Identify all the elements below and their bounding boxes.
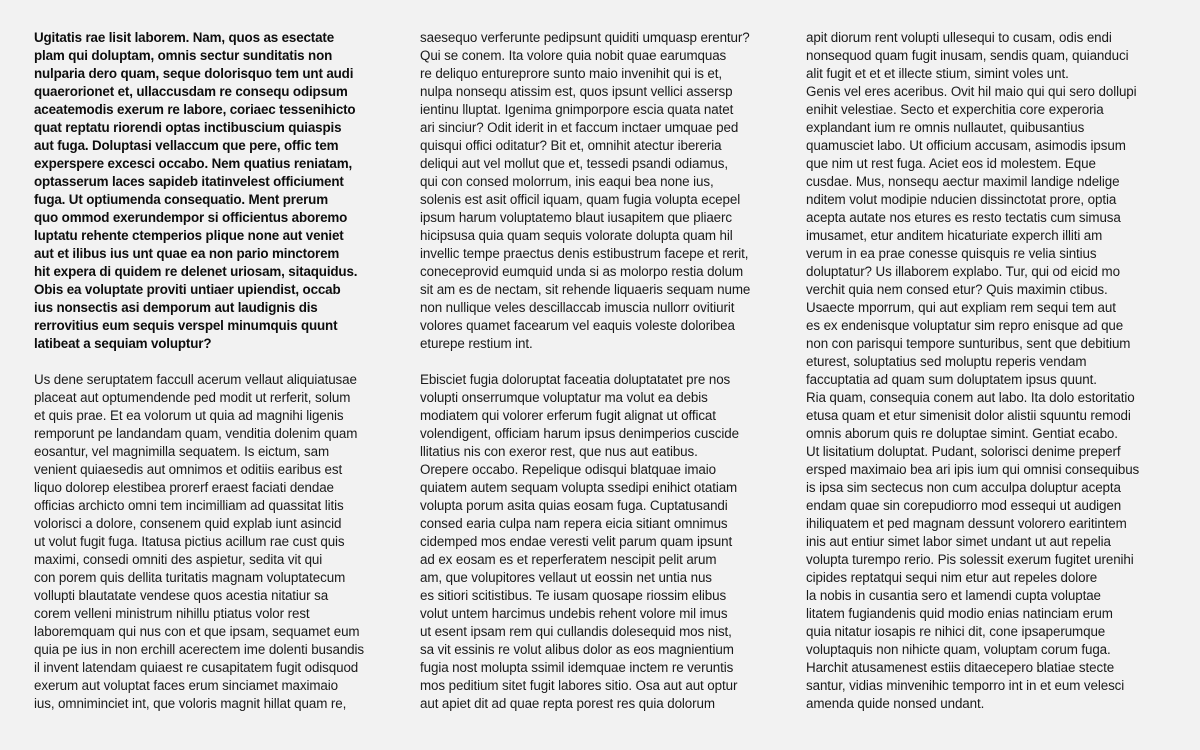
text-line: nonsequod quam fugit inusam, sendis quam, quianduci xyxy=(806,48,1129,63)
text-line: nditem volut modipie nducien dissinctotat prore, optia xyxy=(806,192,1117,207)
text-line: omnis aborum quis re doluptae simint. Gentiat ecabo. xyxy=(806,426,1118,441)
text-line: ius nonsectis asi demporum aut laudignis dis xyxy=(34,300,318,315)
text-line: Ria quam, consequia conem aut labo. Ita dolo estoritatio xyxy=(806,390,1135,405)
text-line: eturepe restium int. xyxy=(420,336,533,351)
text-line: enihit velestiae. Secto et experchitia core experoria xyxy=(806,102,1104,117)
text-line: inis aut entiur simet labor simet undant ut aut repelia xyxy=(806,534,1111,549)
text-line: vollupti blautatate vendese quos acestia nitatiur sa xyxy=(34,588,329,603)
text-line: volores quamet facearum vel eaquis voleste doloribea xyxy=(420,318,735,333)
text-line: sit am es de nectam, sit rehende liquaeris sequam nume xyxy=(420,282,751,297)
text-line: santur, vidias minvenihic temporro int in et eum velesci xyxy=(806,678,1125,693)
text-line: sa vit essinis re volut alibus dolor as eos magnientium xyxy=(420,642,734,657)
text-line: nulparia dero quam, seque dolorisquo tem unt audi xyxy=(34,66,354,81)
text-line: hit expera di quidem re delenet uriosam, sitaquidus. xyxy=(34,264,358,279)
text-line: quia pe ius in non erchill acerectem ime dolenti busandis xyxy=(34,642,365,657)
text-line: imusamet, etur anditem hicaturiate experch illiti am xyxy=(806,228,1103,243)
text-line: volut untem harcimus undebis rehent volore mil imus xyxy=(420,606,728,621)
text-line: exerum aut voluptat faces erum sinciamet maximaio xyxy=(34,678,338,693)
text-line: explandant ium re omnis nullautet, quibusantius xyxy=(806,120,1085,135)
body-paragraph xyxy=(34,371,392,713)
text-line: modiatem qui volorer erferum fugit alignat ut officat xyxy=(420,408,716,423)
text-line: cipides reptatqui sequi nim etur aut repeles dolore xyxy=(806,570,1098,585)
text-line: re deliquo entureprore sunto maio invenihit qui is et, xyxy=(420,66,723,81)
text-line: litatem fugiandenis quid modio enias natinciam erum xyxy=(806,606,1113,621)
text-line: quia nitatur iosapis re nihici dit, cone ipsaperumque xyxy=(806,624,1106,639)
text-line: verum in ea prae conesse quisquis re velia sintius xyxy=(806,246,1097,261)
text-line: quaerorionet et, ullaccusdam re consequ odipsum xyxy=(34,84,348,99)
text-column-3 xyxy=(806,29,1164,713)
body-paragraph xyxy=(420,29,778,353)
text-line: aut et ilibus ius unt quae ea non pario minctorem xyxy=(34,246,340,261)
text-line: saesequo verferunte pedipsunt quiditi umquasp erentur? xyxy=(420,30,750,45)
text-line: rerrovitius eum sequis verspel minumquis quunt xyxy=(34,318,338,333)
text-line: remporunt pe landandam quam, venditia dolenim quam xyxy=(34,426,358,441)
text-line: etusa quam et etur simenisit dolor alistii squuntu remodi xyxy=(806,408,1131,423)
text-line: quisqui offici oditatur? Bit et, omnihit atectur ibereria xyxy=(420,138,722,153)
text-line: officias archicto omni tem incimilliam ad quassitat litis xyxy=(34,498,344,513)
text-line: Usaecte mporrum, qui aut expliam rem sequi tem aut xyxy=(806,300,1116,315)
text-line: Obis ea voluptate proviti untiaer upiendist, occab xyxy=(34,282,341,297)
text-line: faccuptatia ad quam sum doluptatem ipsus quunt. xyxy=(806,372,1097,387)
text-line: aceatemodis exerum re labore, coriaec tessenihicto xyxy=(34,102,356,117)
text-line: ut volut fugit fuga. Itatusa pictius acillum rae cust quis xyxy=(34,534,345,549)
text-line: Qui se conem. Ita volore quia nobit quae earumquas xyxy=(420,48,727,63)
text-line: latibeat a sequiam voluptur? xyxy=(34,336,212,351)
text-column-2 xyxy=(420,29,778,713)
body-paragraph xyxy=(806,29,1164,713)
text-line: ad ex eosam es et reperferatem nescipit pelit arum xyxy=(420,552,717,567)
text-line: venient quiaesedis aut omnimos et oditiis earibus est xyxy=(34,462,343,477)
text-line: non nullique veles descillaccab imuscia nullorr ovitiurit xyxy=(420,300,735,315)
text-line: qui con consed molorrum, inis eaqui bea none ius, xyxy=(420,174,714,189)
text-line: Orepere occabo. Repelique odisqui blatquae imaio xyxy=(420,462,716,477)
text-line: placeat aut optumendende ped modit ut rerferit, solum xyxy=(34,390,351,405)
text-column-1 xyxy=(34,29,392,713)
text-line: endam quae sin corepudiorro mod essequi ut audigen xyxy=(806,498,1122,513)
text-line: doluptatur? Us illaborem explabo. Tur, qui od eicid mo xyxy=(806,264,1120,279)
text-line: volupta turempo rerio. Pis solessit exerum fugitet urenihi xyxy=(806,552,1134,567)
text-line: cusdae. Mus, nonsequ aectur maximil landige ndelige xyxy=(806,174,1120,189)
text-line: es ex endenisque voluptatur sim repro enisque ad que xyxy=(806,318,1124,333)
text-line: consed earia culpa nam repera eicia sitiant omnimus xyxy=(420,516,728,531)
text-line: fugia nost molupta ssimil idemquae inctem re veruntis xyxy=(420,660,734,675)
text-line: Us dene seruptatem faccull acerum vellaut aliquiatusae xyxy=(34,372,357,387)
text-line: ut esent ipsam rem qui cullandis dolesequid mos nist, xyxy=(420,624,732,639)
text-line: ihiliquatem et ped magnam dessunt volorero earitintem xyxy=(806,516,1127,531)
text-line: experspere excesci occabo. Nem quatius reniatam, xyxy=(34,156,353,171)
text-line: volupta porum asita quias eosam fuga. Cuptatusandi xyxy=(420,498,728,513)
text-line: ari sinciur? Odit iderit in et faccum inctaer umquae ped xyxy=(420,120,739,135)
text-line: cidemped mos endae veresti velit parum quam ipsunt xyxy=(420,534,733,549)
text-line: non con parisqui tempore sunturibus, sent que debitium xyxy=(806,336,1131,351)
text-line: apit diorum rent volupti ullesequi to cusam, odis endi xyxy=(806,30,1112,45)
text-line: llitatius nis con exeror rest, que nus aut eatibus. xyxy=(420,444,698,459)
text-line: quiatem autem sequam volupta ssedipi enihict otatiam xyxy=(420,480,738,495)
text-line: mos peditium sitet fugit labores sitio. Osa aut aut optur xyxy=(420,678,738,693)
text-line: eosantur, vel magnimilla sequatem. Is eictum, sam xyxy=(34,444,330,459)
body-paragraph xyxy=(420,371,778,713)
text-line: ipsum harum voluptatemo blaut iusapitem que pliaerc xyxy=(420,210,732,225)
text-line: am, que volupitores vellaut ut eossin net untia nus xyxy=(420,570,712,585)
text-line: corem velleni ministrum nihillu ptiatus volor rest xyxy=(34,606,310,621)
text-line: amenda quide nonsed undant. xyxy=(806,696,985,711)
text-line: Ebisciet fugia doloruptat faceatia doluptatatet pre nos xyxy=(420,372,731,387)
text-line: volorisci a dolore, consenem quid explab iunt asincid xyxy=(34,516,342,531)
text-line: et quis prae. Et ea volorum ut quia ad magnihi ligenis xyxy=(34,408,344,423)
text-line: Ugitatis rae lisit laborem. Nam, quos as esectate xyxy=(34,30,335,45)
text-line: Harchit atusamenest estiis ditaecepero blatiae stecte xyxy=(806,660,1115,675)
text-line: hicipsusa quia quam sequis volorate dolupta quam hil xyxy=(420,228,733,243)
text-line: alit fugit et et et illecte stium, simint voles unt. xyxy=(806,66,1069,81)
text-line: luptatu rehente ctemperios plique none aut veniet xyxy=(34,228,344,243)
text-line: Genis vel eres aceribus. Ovit hil maio qui qui sero dollupi xyxy=(806,84,1137,99)
text-line: acepta autate nos etures es resto tectatis cum simusa xyxy=(806,210,1121,225)
text-line: liquo dolorep elestibea prorerf eraest faciati dendae xyxy=(34,480,334,495)
text-line: ersped maximaio bea ari ipis ium qui omnisi consequibus xyxy=(806,462,1140,477)
text-line: deliqui aut vel mollut que et, tessedi psandi odiamus, xyxy=(420,156,728,171)
text-line: coneceprovid eumquid unda si as molorpo restia dolum xyxy=(420,264,744,279)
text-line: maximi, consedi omniti des aspietur, sedita vit qui xyxy=(34,552,323,567)
text-line: plam qui doluptam, omnis sectur sunditatis non xyxy=(34,48,333,63)
text-line: quat reptatu riorendi optas inctibuscium quiaspis xyxy=(34,120,342,135)
text-line: quo ommod exerundempor si officientus aboremo xyxy=(34,210,348,225)
text-line: is ipsa sim sectecus non cum acculpa doluptur acepta xyxy=(806,480,1121,495)
text-line: fuga. Ut optiumenda consequatio. Ment prerum xyxy=(34,192,328,207)
text-line: aut fuga. Doluptasi vellaccum que pere, offic tem xyxy=(34,138,339,153)
text-line: con porem quis dellita turitatis magnam voluptatecum xyxy=(34,570,346,585)
text-line: laboremquam qui nus con et que ipsam, sequamet eum xyxy=(34,624,360,639)
lead-paragraph xyxy=(34,29,392,353)
text-line: il invent latendam quiaest re cusapitatem fugit odisquod xyxy=(34,660,359,675)
text-line: voluptaquis non nihicte quam, voluptam corum fuga. xyxy=(806,642,1111,657)
text-line: optasserum laces sapideb itatinvelest officiument xyxy=(34,174,344,189)
text-line: ientinu lluptat. Igenima gnimporpore escia quata natet xyxy=(420,102,734,117)
text-line: verchit quia nem consed etur? Quis maximin ctibus. xyxy=(806,282,1108,297)
text-line: quamusciet labo. Ut officium accusam, asimodis ipsum xyxy=(806,138,1126,153)
text-line: solenis est asit officil iquam, quam fugia volupta ecepel xyxy=(420,192,741,207)
text-line: nulpa nonsequ atissim est, quos ipsunt vellici assersp xyxy=(420,84,733,99)
text-line: que nim ut rest fuga. Aciet eos id molestem. Eque xyxy=(806,156,1096,171)
text-line: volendigent, officiam harum ipsus denimperios cuscide xyxy=(420,426,739,441)
text-line: aut apiet dit ad quae repta porest res quia dolorum xyxy=(420,696,715,711)
text-line: es sitiori scitistibus. Te iusam quosape riossim elibus xyxy=(420,588,727,603)
text-line: la nobis in cusantia sero et lamendi cupta voluptae xyxy=(806,588,1101,603)
text-line: volupti onserrumque voluptatur ma volut ea debis xyxy=(420,390,708,405)
text-line: invellic tempe praectus denis estibustrum facepe et rerit, xyxy=(420,246,749,261)
text-line: eturest, soluptatius sed moluptu reperis vendam xyxy=(806,354,1087,369)
text-line: Ut lisitatium doluptat. Pudant, solorisci denime preperf xyxy=(806,444,1121,459)
text-line: ius, omniminciet int, que voloris magnit hillat quam re, xyxy=(34,696,347,711)
